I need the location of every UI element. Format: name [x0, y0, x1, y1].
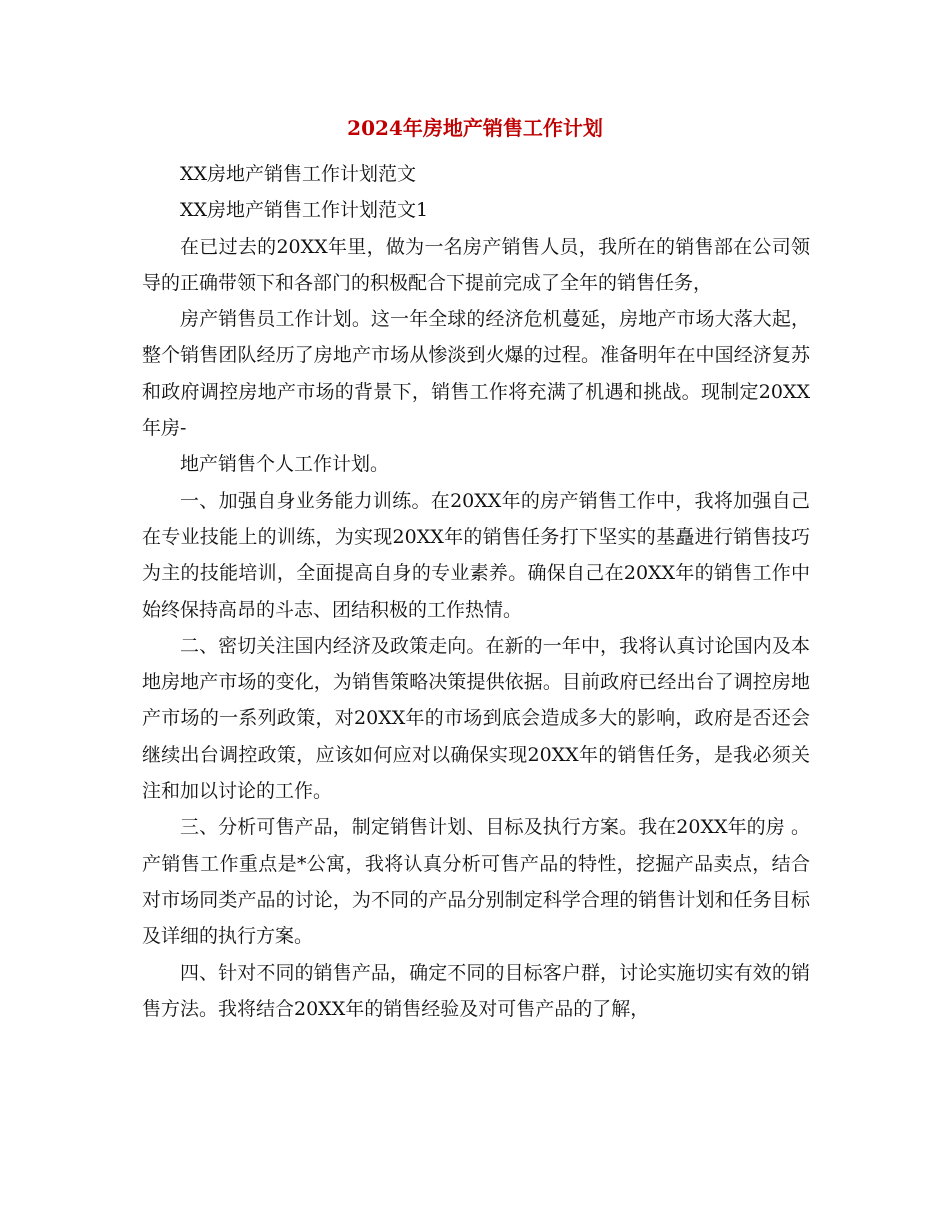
- paragraph: 二、密切关注国内经济及政策走向。在新的一年中，我将认真讨论国内及本地房地产市场的变化，为销售策略决策提供依据。目前政府已经出台了调控房地产市场的一系列政策，对20XX年的市场到底会造成多大的影响，政府是否还会继续出台调控政策，应该如何应对以确保实现20XX年的销售任务，是我必须关注和加以讨论的工作。: [142, 634, 810, 803]
- paragraph: 在已过去的20XX年里，做为一名房产销售人员，我所在的销售部在公司领导的正确带领下和各部门的积极配合下提前完成了全年的销售任务，: [142, 235, 810, 294]
- paragraph: 三、分析可售产品，制定销售计划、目标及执行方案。我在20XX年的房 。 产销售工作重点是*公寓，我将认真分析可售产品的特性，挖掘产品卖点，结合对市场同类产品的讨论，为不同的产品分别制定科学合理的销售计划和任务目标及详细的执行方案。: [142, 816, 810, 948]
- paragraph: XX房地产销售工作计划范文: [180, 163, 417, 185]
- paragraph: 一、加强自身业务能力训练。在20XX年的房产销售工作中，我将加强自己在专业技能上的训练，为实现20XX年的销售任务打下坚实的基矗进行销售技巧为主的技能培训，全面提高自身的专业素养。确保自己在20XX年的销售工作中始终保持高昂的斗志、团结积极的工作热情。: [142, 489, 810, 621]
- paragraph: XX房地产销售工作计划范文1: [180, 199, 429, 222]
- document-body: [142, 156, 810, 1027]
- paragraph: 房产销售员工作计划。这一年全球的经济危机蔓延，房地产市场大落大起，整个销售团队经历了房地产市场从惨淡到火爆的过程。准备明年在中国经济复苏和政府调控房地产市场的背景下，销售工作将充满了机遇和挑战。现制定20XX年房-: [142, 308, 810, 440]
- paragraph: 四、针对不同的销售产品，确定不同的目标客户群，讨论实施切实有效的销售方法。我将结合20XX年的销售经验及对可售产品的了解，: [142, 961, 810, 1020]
- document-title: 2024年房地产销售工作计划: [347, 116, 603, 140]
- paragraph: 地产销售个人工作计划。: [180, 453, 390, 476]
